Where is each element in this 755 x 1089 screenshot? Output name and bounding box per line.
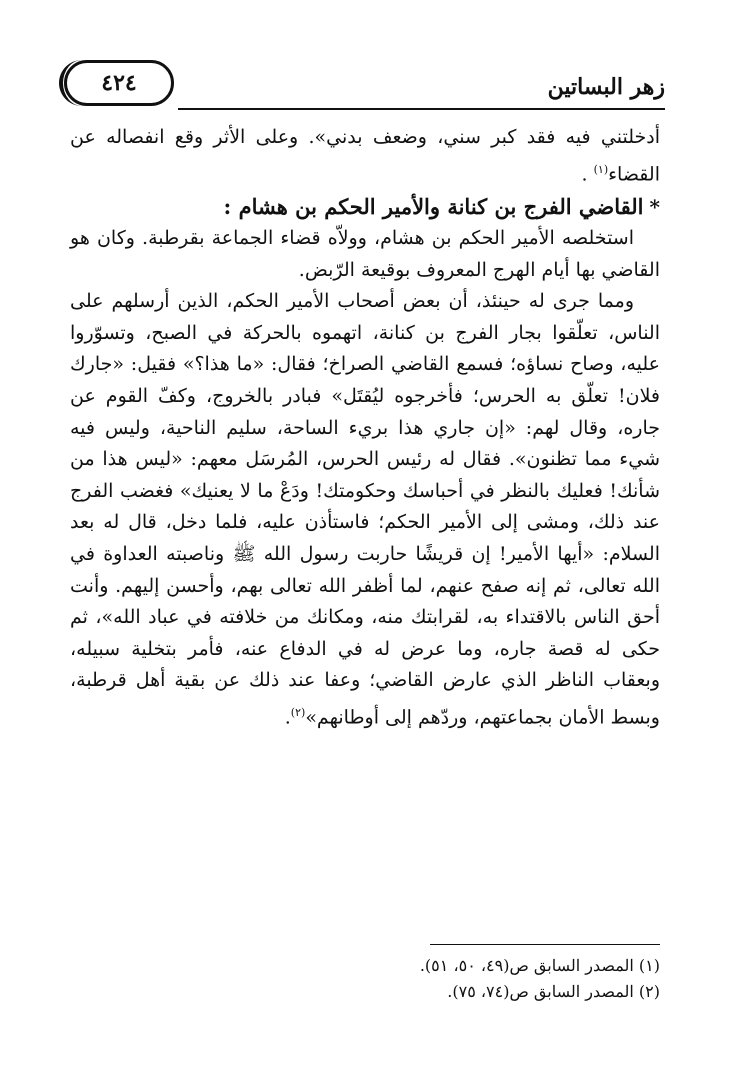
footnote-separator <box>430 944 660 945</box>
paragraph-2-text: ومما جرى له حينئذ، أن بعض أصحاب الأمير الحكم، الذين أرسلهم على الناس، تعلّقوا بجار الفرج بن كنانة، اتهموه بالحركة في الصبح، وتسوّروا عليه، وصاح نساؤه؛ فسمع القاضي الصراخ؛ فقال: «ما هذا؟» فقيل: «جارك فلان! تعلّق به الحرس؛ فأخرجوه ليُقتَل» فبادر بالخروج، وكفّ القوم عن جاره، وقال لهم: «إن جاري هذا بريء الساحة، سليم الناحية، وليس فيه شيء مما تظنون». فقال له رئيس الحرس، المُرسَل معهم: «ليس هذا من شأنك! فعليك بالنظر في أحباسك وحكومتك! ودَعْ ما لا يعنيك» فغضب الفرج عند ذلك، ومشى إلى الأمير الحكم؛ فاستأذن عليه، فلما دخل، قال له بعد السلام: «أيها الأمير! إن قريشًا حاربت رسول الله ﷺ وناصبته العداوة في الله تعالى، ثم إنه صفح عنهم، لما أظفر الله تعالى بهم، وأحسن إليهم. وأنت أحق الناس بالاقتداء به، لقرابتك منه، ومكانك من خلافته في عباد الله»، ثم حكى له قصة جاره، وما عرض له في الدفاع عنه، فأمر بتخلية سبيله، وبعقاب الناظر الذي عارض القاضي؛ وعفا عند ذلك عن بقية أهل قرطبة، وبسط الأمان بجماعتهم، وردّهم إلى أوطانهم» <box>70 290 660 729</box>
footnote-1: (١) المصدر السابق ص(٤٩، ٥٠، ٥١). <box>419 956 660 975</box>
paragraph-2 <box>70 286 660 734</box>
footnote-ref-2: (٢) <box>290 706 306 720</box>
heading-star-marker: * <box>649 194 660 219</box>
paragraph-2-end: . <box>284 706 291 729</box>
page-body <box>70 122 660 734</box>
footnote-ref-1: (١) <box>593 162 609 176</box>
header-rule <box>178 108 665 110</box>
paragraph-1: استخلصه الأمير الحكم بن هشام، وولاّه قضاء الجماعة بقرطبة. وكان هو القاضي بها أيام الهرج المعروف بوقيعة الرّبض. <box>70 227 660 281</box>
page-header <box>60 58 665 110</box>
intro-text: أدخلتني فيه فقد كبر سني، وضعف بدني». وعلى الأثر وقع انفصاله عن القضاء <box>70 126 660 185</box>
heading-text: القاضي الفرج بن كنانة والأمير الحكم بن هشام : <box>223 193 644 219</box>
footnotes <box>70 944 660 1005</box>
running-title: زهر البساتين <box>547 74 665 100</box>
page-number: ٤٢٤ <box>101 70 137 96</box>
intro-paragraph <box>70 122 660 191</box>
footnote-2: (٢) المصدر السابق ص(٧٤، ٧٥). <box>447 982 660 1001</box>
page-number-badge <box>64 60 174 106</box>
intro-end: . <box>581 162 594 185</box>
section-heading <box>70 191 660 224</box>
